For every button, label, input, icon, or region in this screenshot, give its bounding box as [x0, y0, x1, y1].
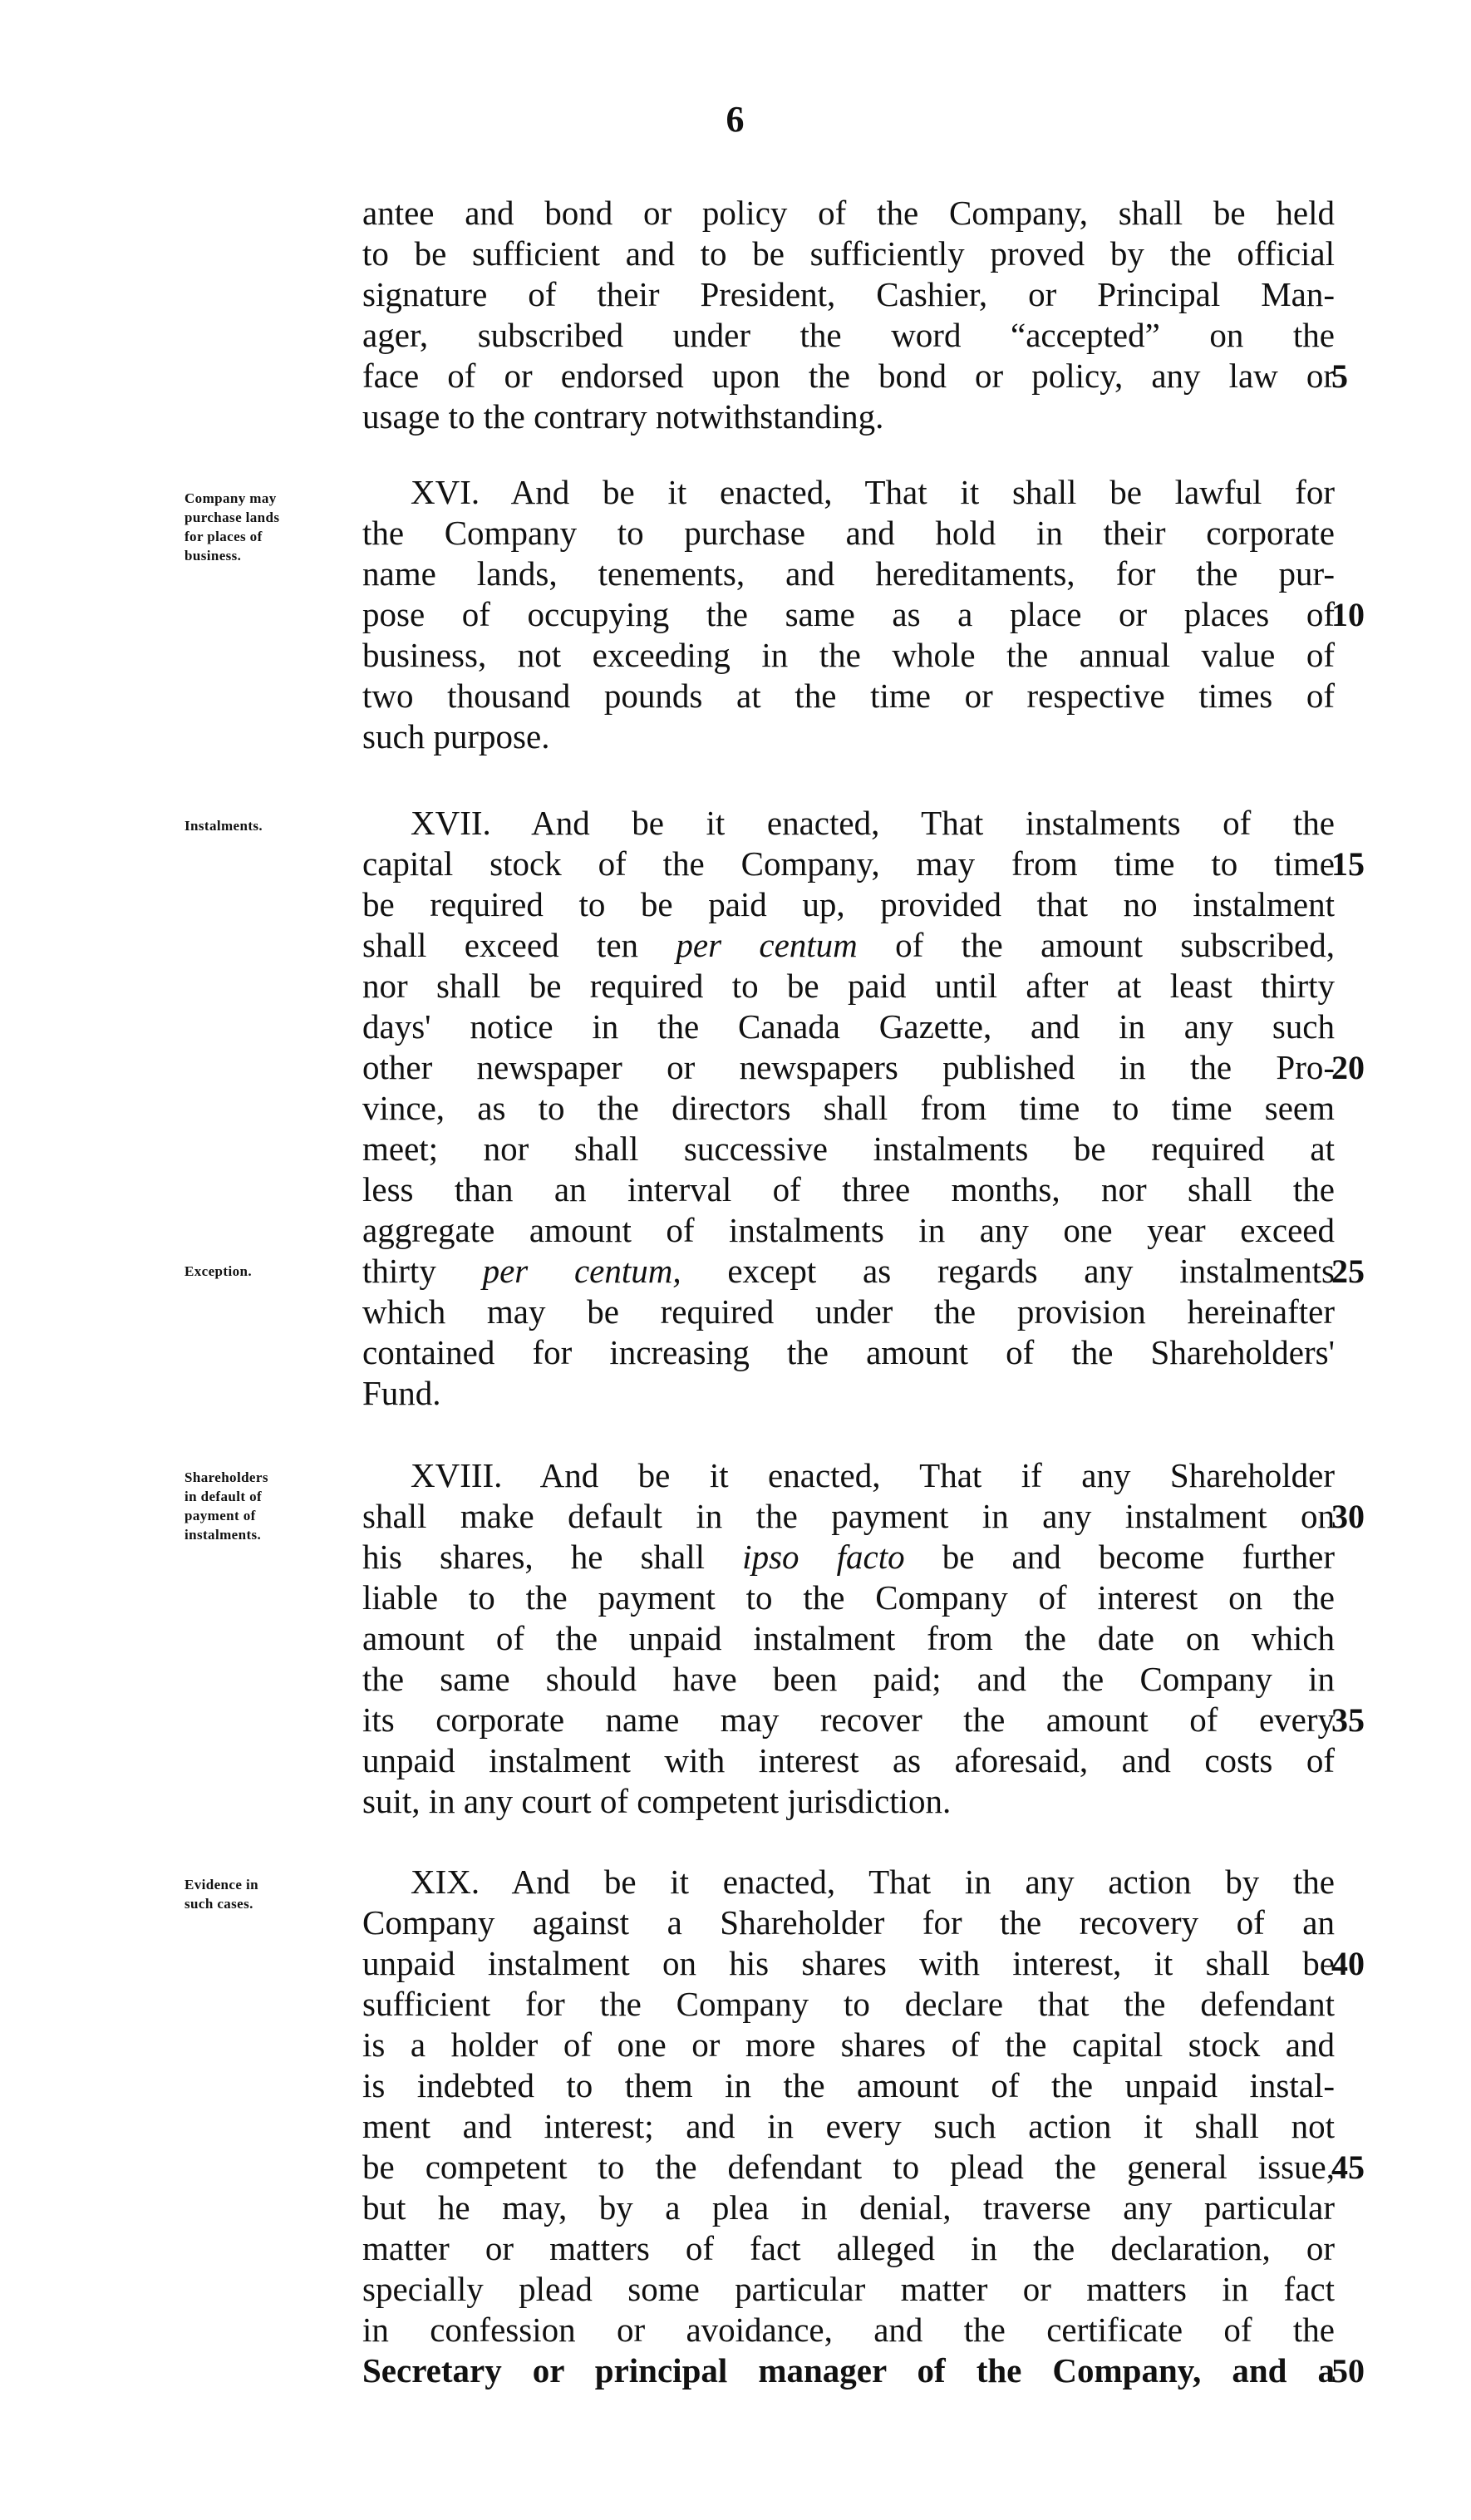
margin-note-evidence: Evidence in such cases. [184, 1877, 258, 1912]
line-number: 45 [1331, 2148, 1365, 2186]
text-line: nor shall be required to be paid until after at least thirty [362, 967, 1335, 1005]
margin-note-purchase-lands: Company may purchase lands for places of business. [184, 490, 280, 564]
text-line: in confession or avoidance, and the certificate of the [362, 2311, 1335, 2349]
section-heading-xvii: XVII. And be it enacted, That instalments of the [411, 804, 1335, 842]
text-line: which may be required under the provision hereinafter [362, 1292, 1335, 1331]
text-line: name lands, tenements, and hereditaments, for the pur- [362, 554, 1335, 593]
page-number: 6 [726, 99, 745, 140]
text-line: his shares, he shall ipso facto be and become further [362, 1538, 1336, 1576]
margin-note-exception: Exception. [184, 1263, 252, 1279]
text-line: Company against a Shareholder for the recovery of an [362, 1903, 1335, 1942]
text-line: matter or matters of fact alleged in the declaration, or [362, 2229, 1335, 2267]
line-number: 35 [1331, 1701, 1365, 1739]
text-line: shall make default in the payment in any instalment on [362, 1497, 1335, 1535]
section-heading-xvi: XVI. And be it enacted, That it shall be lawful for [411, 473, 1335, 511]
text-line: the Company to purchase and hold in their corporate [362, 514, 1335, 552]
text-line: suit, in any court of competent jurisdiction. [362, 1782, 952, 1820]
text-line: the same should have been paid; and the Company in [362, 1660, 1335, 1698]
text-line: meet; nor shall successive instalments be required at [362, 1130, 1335, 1168]
text-line: specially plead some particular matter or matters in fact [362, 2270, 1335, 2308]
text-line: other newspaper or newspapers published in the Pro- [362, 1048, 1335, 1086]
line-number: 40 [1331, 1945, 1365, 1982]
line-number: 20 [1331, 1049, 1365, 1086]
line-number: 10 [1331, 596, 1365, 633]
text-line: thirty per centum, except as regards any instalments [362, 1252, 1335, 1290]
text-line: contained for increasing the amount of the Shareholders' [362, 1333, 1335, 1371]
line-number: 25 [1331, 1253, 1365, 1290]
text-line: sufficient for the Company to declare that the defendant [362, 1985, 1335, 2023]
text-line: Secretary or principal manager of the Company, and a [362, 2351, 1335, 2390]
text-line: such purpose. [362, 717, 550, 756]
text-line: is a holder of one or more shares of the capital stock and [362, 2025, 1335, 2064]
text-line: pose of occupying the same as a place or places of [362, 595, 1335, 633]
line-number: 30 [1331, 1498, 1365, 1535]
line-number: 50 [1331, 2352, 1365, 2390]
text-line: Fund. [362, 1374, 441, 1412]
margin-note-shareholders-default: Shareholders in default of payment of instalments. [184, 1469, 268, 1543]
section-heading-xviii: XVIII. And be it enacted, That if any Shareholder [411, 1456, 1335, 1494]
text-line: ager, subscribed under the word “accepted” on the [362, 316, 1335, 354]
line-number: 5 [1331, 357, 1348, 395]
text-line: aggregate amount of instalments in any one year exceed [362, 1211, 1335, 1249]
text-line: be competent to the defendant to plead the general issue, [362, 2148, 1335, 2186]
section-heading-xix: XIX. And be it enacted, That in any action by the [411, 1863, 1335, 1901]
text-line: amount of the unpaid instalment from the date on which [362, 1619, 1335, 1657]
text-line: liable to the payment to the Company of interest on the [362, 1578, 1335, 1617]
line-number: 15 [1331, 845, 1365, 883]
text-line: ment and interest; and in every such action it shall not [362, 2107, 1335, 2145]
text-line: to be sufficient and to be sufficiently proved by the official [362, 234, 1335, 273]
text-line: business, not exceeding in the whole the annual value of [362, 636, 1335, 674]
text-line: usage to the contrary notwithstanding. [362, 397, 884, 436]
text-line: two thousand pounds at the time or respective times of [362, 677, 1335, 715]
text-line: unpaid instalment with interest as aforesaid, and costs of [362, 1741, 1335, 1779]
text-line: less than an interval of three months, nor shall the [362, 1170, 1335, 1208]
text-line: is indebted to them in the amount of the unpaid instal- [362, 2066, 1335, 2104]
text-line: unpaid instalment on his shares with interest, it shall be [362, 1944, 1335, 1982]
text-line: days' notice in the Canada Gazette, and in any such [362, 1007, 1335, 1046]
text-line: be required to be paid up, provided that no instalment [362, 885, 1335, 923]
text-line: signature of their President, Cashier, or Principal Man- [362, 275, 1335, 313]
margin-note-instalments: Instalments. [184, 818, 263, 834]
text-line: face of or endorsed upon the bond or policy, any law or [362, 357, 1335, 395]
text-line: shall exceed ten per centum of the amount subscribed, [362, 926, 1336, 964]
text-line: but he may, by a plea in denial, traverse any particular [362, 2188, 1335, 2227]
text-line: antee and bond or policy of the Company, shall be held [362, 194, 1335, 232]
text-line: vince, as to the directors shall from time to time seem [362, 1089, 1335, 1127]
text-line: capital stock of the Company, may from time to time [362, 844, 1335, 883]
text-line: its corporate name may recover the amount of every [362, 1701, 1335, 1739]
